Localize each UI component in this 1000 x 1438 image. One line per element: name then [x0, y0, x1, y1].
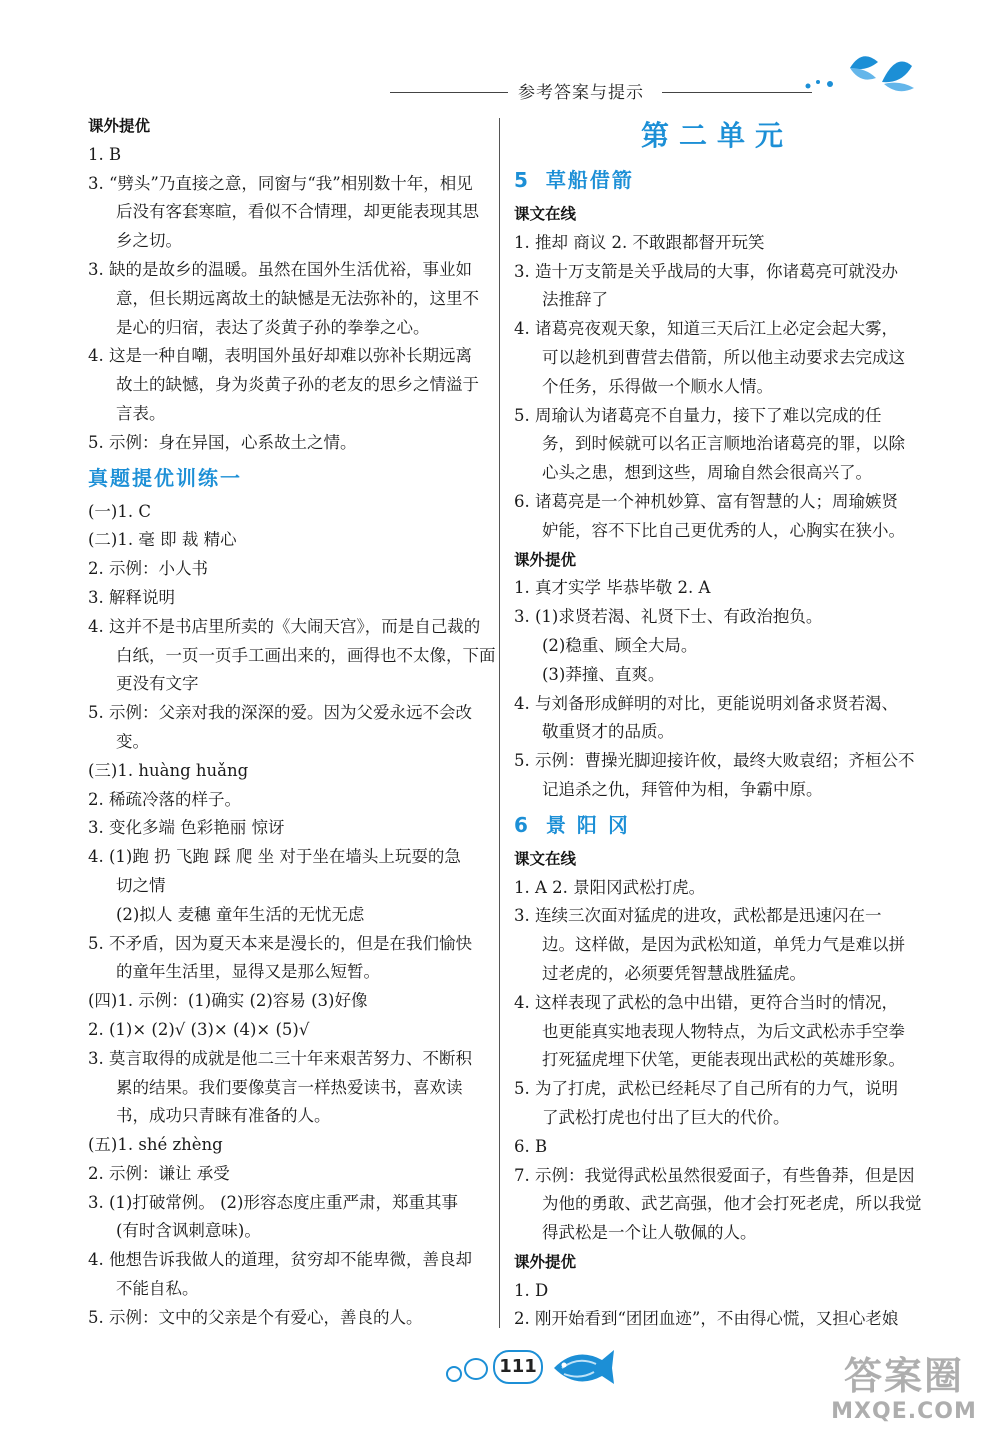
answer-line	[88, 987, 508, 1016]
right-column	[514, 112, 920, 1334]
answer-line	[88, 256, 508, 285]
line-text: 得武松是一个让人敬佩的人。	[542, 1223, 757, 1243]
answer-line	[88, 555, 508, 584]
line-text: 书，成功只青睐有准备的人。	[116, 1106, 331, 1126]
answer-line	[514, 1219, 920, 1248]
left-column	[88, 112, 508, 1333]
answer-line	[514, 747, 920, 776]
line-text: 3. 造十万支箭是关乎战局的大事，你诸葛亮可就没办	[514, 261, 898, 281]
subsection-heading	[514, 845, 920, 874]
line-text: 5. 示例：文中的父亲是个有爱心，善良的人。	[88, 1307, 423, 1327]
line-text: (五)1. shé zhèng	[88, 1135, 223, 1155]
answer-line	[514, 1277, 920, 1306]
line-text: 3. (1)打破常例。 (2)形容态度庄重严肃，郑重其事	[88, 1192, 458, 1212]
answer-line	[514, 430, 920, 459]
line-text: 4. 与刘备形成鲜明的对比，更能说明刘备求贤若渴、	[514, 693, 898, 713]
subsection-heading	[514, 200, 920, 229]
answer-line	[514, 1075, 920, 1104]
line-text: 边。这样做，是因为武松知道，单凭力气是难以拼	[542, 935, 905, 955]
line-text: 妒能，容不下比自己更优秀的人，心胸实在狭小。	[542, 520, 905, 540]
line-text: 6. B	[514, 1136, 548, 1156]
answer-line	[88, 170, 508, 199]
page-header	[380, 74, 1000, 110]
answer-line	[514, 1190, 920, 1219]
answer-line	[514, 874, 920, 903]
subsection-heading	[514, 546, 920, 575]
line-text: 意，但长期远离故土的缺憾是无法弥补的，这里不	[116, 288, 479, 308]
line-text: 个任务，乐得做一个顺水人情。	[542, 376, 773, 396]
line-text: 5. 示例：曹操光脚迎接许攸，最终大败袁绍；齐桓公不	[514, 751, 915, 771]
answer-line	[88, 670, 508, 699]
section-number: 5	[514, 168, 528, 192]
line-text: 课外提优	[514, 1252, 577, 1271]
answer-line	[88, 1102, 508, 1131]
answer-line	[514, 603, 920, 632]
answer-line	[88, 227, 508, 256]
line-text: 后没有客套寒暄，看似不合情理，却更能表现其思	[116, 202, 479, 222]
line-text: 2. 示例：小人书	[88, 559, 208, 579]
line-text: 的童年生活里，显得又是那么短暂。	[116, 962, 380, 982]
answer-line	[88, 1189, 508, 1218]
line-text: 6. 诸葛亮是一个神机妙算、富有智慧的人；周瑜嫉贤	[514, 491, 898, 511]
line-text: 4. 这并不是书店里所卖的《大闹天宫》，而是自己裁的	[88, 616, 481, 636]
line-text: 课文在线	[514, 849, 577, 868]
line-text: 真题提优训练一	[88, 465, 242, 490]
fish-decoration-icon	[548, 1344, 618, 1388]
line-text: 4. (1)跑 扔 飞跑 踩 爬 坐 对于坐在墙头上玩耍的急	[88, 847, 461, 867]
line-text: 过老虎的，必须要凭智慧战胜猛虎。	[542, 963, 806, 983]
answer-line	[514, 315, 920, 344]
line-text: (2)稳重、顾全大局。	[542, 635, 698, 655]
line-text: 课外提优	[514, 550, 577, 569]
answer-line	[88, 1160, 508, 1189]
answer-line	[514, 989, 920, 1018]
answer-line	[514, 229, 920, 258]
line-text: 记追杀之仇，拜管仲为相，争霸中原。	[542, 779, 823, 799]
answer-line	[88, 642, 508, 671]
answer-line	[88, 498, 508, 527]
answer-line	[514, 1018, 920, 1047]
line-text: 2. (1)× (2)√ (3)× (4)× (5)√	[88, 1019, 310, 1039]
line-text: 3. 缺的是故乡的温暖。虽然在国外生活优裕，事业如	[88, 259, 472, 279]
watermark-line2: MXQE.COM	[831, 1399, 977, 1424]
answer-line	[514, 258, 920, 287]
answer-line	[514, 632, 920, 661]
line-text: 也更能真实地表现人物特点，为后文武松赤手空拳	[542, 1021, 905, 1041]
answer-line	[88, 958, 508, 987]
answer-line	[514, 488, 920, 517]
answer-line	[88, 314, 508, 343]
answer-line	[514, 517, 920, 546]
answer-line	[514, 286, 920, 315]
section-heading	[514, 162, 920, 198]
subsection-heading	[88, 112, 508, 141]
line-text: 1. D	[514, 1280, 549, 1300]
line-text: 2. 示例：谦让 承受	[88, 1163, 230, 1183]
line-text: 2. 稀疏冷落的样子。	[88, 789, 241, 809]
line-text: 白纸，一页一页手工画出来的，画得也不太像，下面	[116, 645, 496, 665]
answer-line	[88, 400, 508, 429]
line-text: 3. 莫言取得的成就是他二三十年来艰苦努力、不断积	[88, 1048, 472, 1068]
line-text: 课文在线	[514, 205, 577, 223]
line-text: (三)1. huàng huǎng	[88, 760, 249, 780]
line-text: 打死猛虎埋下伏笔，更能表现出武松的英雄形象。	[542, 1050, 905, 1070]
line-text: (3)莽撞、直爽。	[542, 664, 665, 684]
line-text: 4. 这样表现了武松的急中出错，更符合当时的情况，	[514, 992, 898, 1012]
bubble-decoration-icon	[464, 1358, 488, 1380]
line-text: 5. 示例：身在异国，心系故土之情。	[88, 432, 357, 452]
line-text: 心头之患，想到这些，周瑜自然会很高兴了。	[542, 463, 872, 483]
answer-line	[88, 342, 508, 371]
line-text: 法推辞了	[542, 290, 608, 310]
line-text: 务，到时候就可以名正言顺地治诸葛亮的罪，以除	[542, 434, 905, 454]
line-text: 景 阳 冈	[545, 812, 630, 837]
line-text: 草船借箭	[545, 168, 634, 192]
line-text: 变。	[116, 731, 149, 751]
line-text: 是心的归宿，表达了炎黄子孙的拳拳之心。	[116, 317, 430, 337]
line-text: 3. 解释说明	[88, 587, 175, 607]
answer-line	[88, 1131, 508, 1160]
watermark	[820, 1354, 988, 1434]
line-text: 5. 不矛盾，因为夏天本来是漫长的，但是在我们愉快	[88, 933, 472, 953]
answer-line	[514, 718, 920, 747]
section-number: 6	[514, 812, 528, 837]
answer-line	[514, 459, 920, 488]
line-text: 1. A 2. 景阳冈武松打虎。	[514, 877, 706, 897]
answer-line	[88, 198, 508, 227]
answer-line	[88, 843, 508, 872]
answer-line	[514, 402, 920, 431]
answer-line	[514, 1133, 920, 1162]
answer-line	[514, 373, 920, 402]
answer-line	[88, 1275, 508, 1304]
answer-line	[88, 1074, 508, 1103]
answer-line	[514, 690, 920, 719]
line-text: 4. 他想告诉我做人的道理，贫穷却不能卑微，善良却	[88, 1250, 472, 1270]
line-text: 了武松打虎也付出了巨大的代价。	[542, 1107, 790, 1127]
unit-title	[514, 112, 920, 160]
line-text: 累的结果。我们要像莫言一样热爱读书，喜欢读	[116, 1077, 463, 1097]
line-text: 更没有文字	[116, 674, 199, 694]
answer-line	[88, 1217, 508, 1246]
line-text: 7. 示例：我觉得武松虽然很爱面子，有些鲁莽，但是因	[514, 1165, 915, 1185]
answer-line	[88, 757, 508, 786]
bubble-decoration-icon	[446, 1366, 462, 1382]
answer-line	[88, 526, 508, 555]
answer-line	[88, 613, 508, 642]
line-text: 2. 刚开始看到“团团血迹”，不由得心慌，又担心老娘	[514, 1309, 899, 1329]
line-text: 乡之切。	[116, 231, 182, 251]
header-rule-left	[390, 92, 508, 93]
answer-line	[88, 371, 508, 400]
line-text: 故土的缺憾，身为炎黄子孙的老友的思乡之情溢于	[116, 375, 479, 395]
line-text: 可以趁机到曹营去借箭，所以他主动要求去完成这	[542, 347, 905, 367]
answer-line	[514, 1046, 920, 1075]
answer-line	[88, 1246, 508, 1275]
line-text: 4. 诸葛亮夜观天象，知道三天后江上必定会起大雾，	[514, 319, 898, 339]
answer-line	[88, 285, 508, 314]
page-footer	[440, 1336, 640, 1396]
line-text: 不能自私。	[116, 1279, 199, 1299]
watermark-line1: 答案圈	[843, 1354, 964, 1398]
answer-line	[88, 1304, 508, 1333]
line-text: 3. (1)求贤若渴、礼贤下士、有政治抱负。	[514, 607, 823, 627]
answer-line	[88, 429, 508, 458]
answer-line	[88, 930, 508, 959]
line-text: 言表。	[116, 403, 166, 423]
answer-line	[514, 902, 920, 931]
answer-line	[88, 1045, 508, 1074]
line-text: 敬重贤才的品质。	[542, 722, 674, 742]
answer-line	[88, 584, 508, 613]
line-text: 5. 周瑜认为诸葛亮不自量力，接下了难以完成的任	[514, 405, 882, 425]
line-text: 1. B	[88, 144, 122, 164]
line-text: 5. 示例：父亲对我的深深的爱。因为父爱永远不会改	[88, 703, 472, 723]
page-number: 111	[493, 1350, 543, 1384]
answer-line	[88, 728, 508, 757]
section-heading	[514, 807, 920, 843]
line-text: 1. 推却 商议 2. 不敢跟都督开玩笑	[514, 232, 765, 252]
answer-line	[88, 872, 508, 901]
answer-line	[514, 960, 920, 989]
answer-line	[514, 1305, 920, 1334]
subsection-heading	[514, 1248, 920, 1277]
answer-line	[88, 814, 508, 843]
line-text: 3. “劈头”乃直接之意，同窗与“我”相别数十年，相见	[88, 173, 473, 193]
answer-line	[88, 1016, 508, 1045]
header-title: 参考答案与提示	[518, 83, 644, 103]
answer-line	[514, 776, 920, 805]
answer-line	[514, 574, 920, 603]
line-text: (四)1. 示例：(1)确实 (2)容易 (3)好像	[88, 991, 368, 1011]
line-text: 第二单元	[640, 119, 793, 152]
line-text: 3. 连续三次面对猛虎的进攻，武松都是迅速闪在一	[514, 906, 882, 926]
line-text: (二)1. 毫 即 裁 精心	[88, 530, 237, 550]
answer-line	[514, 1162, 920, 1191]
answer-line	[514, 661, 920, 690]
answer-line	[514, 1104, 920, 1133]
answer-line	[88, 901, 508, 930]
answer-line	[88, 699, 508, 728]
answer-line	[88, 141, 508, 170]
answer-line	[88, 786, 508, 815]
answer-line	[514, 344, 920, 373]
line-text: 为他的勇敢、武艺高强，他才会打死老虎，所以我觉	[542, 1194, 922, 1214]
answer-line	[514, 931, 920, 960]
line-text: (有时含讽刺意味)。	[116, 1221, 261, 1241]
line-text: 5. 为了打虎，武松已经耗尽了自己所有的力气，说明	[514, 1079, 898, 1099]
butterfly-decoration-icon	[800, 38, 920, 98]
header-rule-right	[662, 92, 812, 93]
line-text: 1. 真才实学 毕恭毕敬 2. A	[514, 578, 711, 598]
line-text: 4. 这是一种自嘲，表明国外虽好却难以弥补长期远离	[88, 346, 472, 366]
line-text: (一)1. C	[88, 501, 151, 521]
line-text: 3. 变化多端 色彩艳丽 惊讶	[88, 818, 285, 838]
line-text: 切之情	[116, 875, 166, 895]
line-text: (2)拟人 麦穗 童年生活的无忧无虑	[116, 904, 365, 924]
section-heading	[88, 460, 508, 496]
line-text: 课外提优	[88, 117, 151, 135]
